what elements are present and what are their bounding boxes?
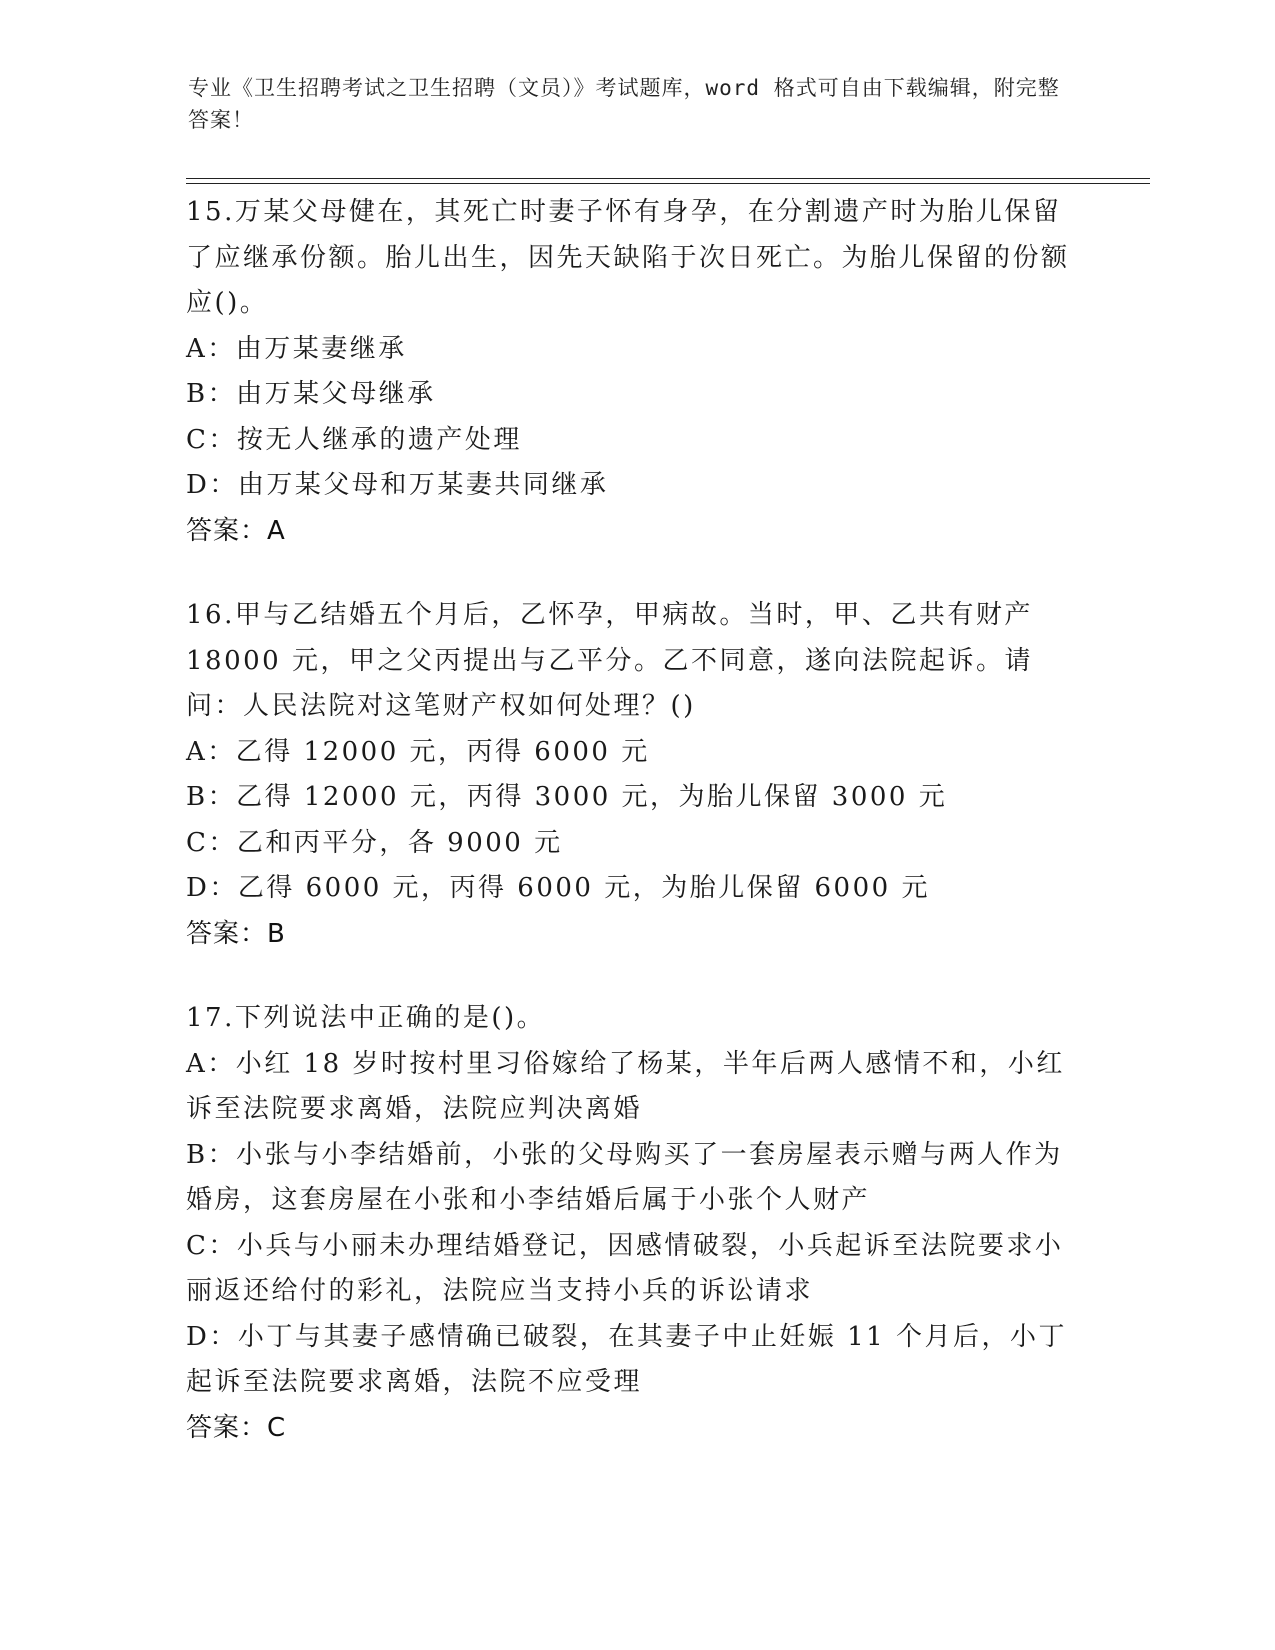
option-d: D：小丁与其妻子感情确已破裂，在其妻子中止妊娠 11 个月后，小丁起诉至法院要求离婚，法院不应受理 bbox=[186, 1321, 1067, 1397]
answer-label: 答案：A bbox=[186, 515, 286, 546]
option-c: C：按无人继承的遗产处理 bbox=[186, 424, 522, 455]
answer-label: 答案：C bbox=[186, 1412, 287, 1443]
option-c: C：小兵与小丽未办理结婚登记，因感情破裂，小兵起诉至法院要求小丽返还给付的彩礼，法院应当支持小兵的诉讼请求 bbox=[186, 1230, 1064, 1306]
option-c: C：乙和丙平分，各 9000 元 bbox=[186, 827, 563, 858]
option-b: B：乙得 12000 元，丙得 3000 元，为胎儿保留 3000 元 bbox=[186, 782, 948, 812]
option-a: A：小红 18 岁时按村里习俗嫁给了杨某，半年后两人感情不和，小红诉至法院要求离婚，法院应判决离婚 bbox=[186, 1048, 1065, 1124]
question-15 bbox=[186, 190, 1086, 554]
header-divider-bottom bbox=[186, 183, 1150, 184]
question-stem: 15.万某父母健在，其死亡时妻子怀有身孕，在分割遗产时为胎儿保留了应继承份额。胎儿出生，因先天缺陷于次日死亡。为胎儿保留的份额应()。 bbox=[186, 197, 1070, 318]
option-d: D：乙得 6000 元，丙得 6000 元，为胎儿保留 6000 元 bbox=[186, 873, 930, 903]
option-b: B：由万某父母继承 bbox=[186, 379, 436, 409]
answer-label: 答案：B bbox=[186, 918, 286, 949]
option-b: B：小张与小李结婚前，小张的父母购买了一套房屋表示赠与两人作为婚房，这套房屋在小张和小李结婚后属于小张个人财产 bbox=[186, 1139, 1063, 1215]
question-stem: 17.下列说法中正确的是()。 bbox=[186, 1003, 546, 1033]
question-stem: 16.甲与乙结婚五个月后，乙怀孕，甲病故。当时，甲、乙共有财产18000 元，甲之父丙提出与乙平分。乙不同意，遂向法院起诉。请问：人民法院对这笔财产权如何处理？() bbox=[186, 600, 1033, 721]
option-d: D：由万某父母和万某妻共同继承 bbox=[186, 470, 609, 500]
header-divider-top bbox=[186, 178, 1150, 179]
document-header: 专业《卫生招聘考试之卫生招聘（文员）》考试题库，word 格式可自由下载编辑，附完整答案！ bbox=[188, 76, 1060, 132]
question-16 bbox=[186, 593, 1086, 957]
question-17 bbox=[186, 996, 1086, 1451]
question-list bbox=[186, 190, 1086, 1490]
option-a: A：乙得 12000 元，丙得 6000 元 bbox=[186, 736, 650, 767]
option-a: A：由万某妻继承 bbox=[186, 333, 407, 364]
